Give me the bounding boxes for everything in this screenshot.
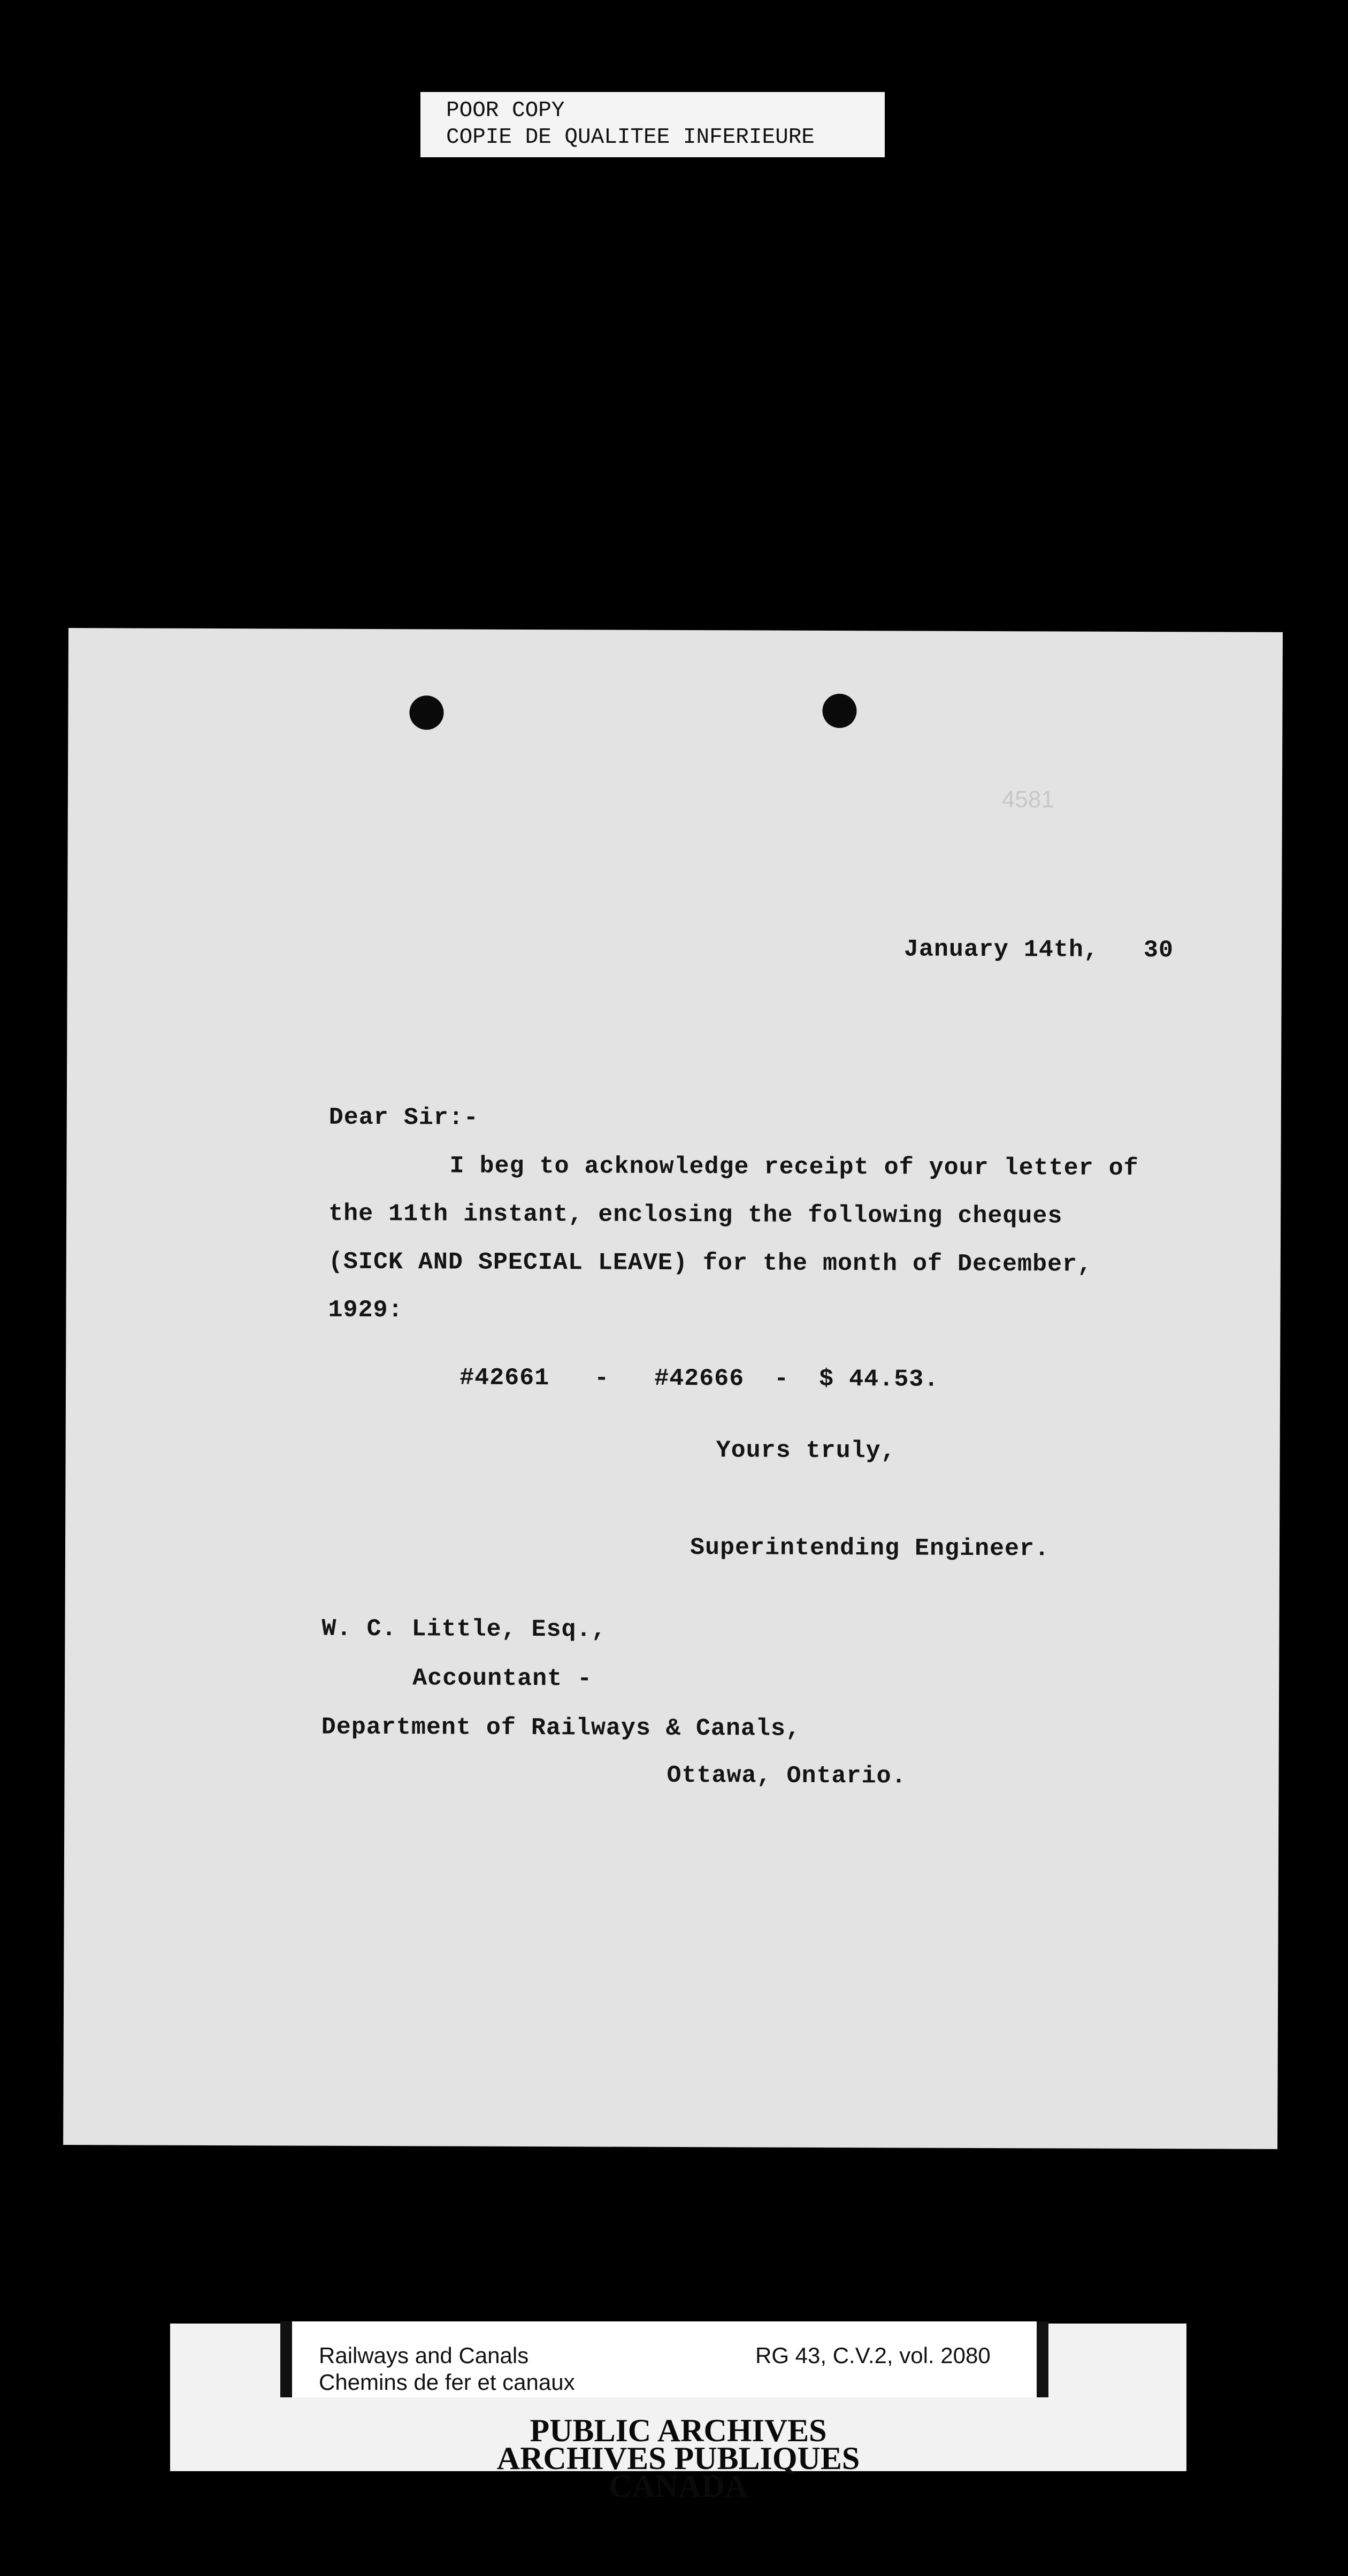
poor-copy-line-en: POOR COPY [446, 98, 565, 123]
record-reference: RG 43, C.V.2, vol. 2080 [755, 2343, 991, 2368]
body-line-2: the 11th instant, enclosing the following cheques [328, 1200, 1063, 1230]
archives-title-fr: ARCHIVES PUBLIQUES [496, 2441, 860, 2476]
punch-hole-right [822, 694, 856, 728]
body-line-1: I beg to acknowledge receipt of your letter of [449, 1152, 1139, 1182]
addressee-city: Ottawa, Ontario. [667, 1761, 907, 1790]
letter-sheet [63, 628, 1283, 2149]
department-en: Railways and Canals [319, 2343, 529, 2368]
archives-title-en: PUBLIC ARCHIVES [530, 2413, 827, 2448]
addressee-title: Accountant - [412, 1665, 593, 1693]
poor-copy-notice [420, 92, 885, 157]
body-line-4: 1929: [328, 1296, 403, 1324]
department-fr: Chemins de fer et canaux [319, 2370, 575, 2395]
salutation: Dear Sir:- [328, 1103, 479, 1132]
letter-date: January 14th, [903, 936, 1099, 964]
body-line-3: (SICK AND SPECIAL LEAVE) for the month of December, [328, 1248, 1093, 1278]
signature-title: Superintending Engineer. [690, 1534, 1050, 1563]
punch-hole-left [409, 695, 443, 730]
addressee-name: W. C. Little, Esq., [321, 1615, 607, 1644]
letter-year: 30 [1143, 937, 1174, 964]
faint-stamp-number: 4581 [1001, 786, 1054, 813]
cheques-line: #42661 - #42666 - $ 44.53. [459, 1364, 939, 1393]
addressee-department: Department of Railways & Canals, [321, 1713, 801, 1743]
closing: Yours truly, [716, 1437, 896, 1465]
poor-copy-line-fr: COPIE DE QUALITEE INFERIEURE [446, 125, 815, 150]
archives-country: CANADA [609, 2468, 748, 2504]
